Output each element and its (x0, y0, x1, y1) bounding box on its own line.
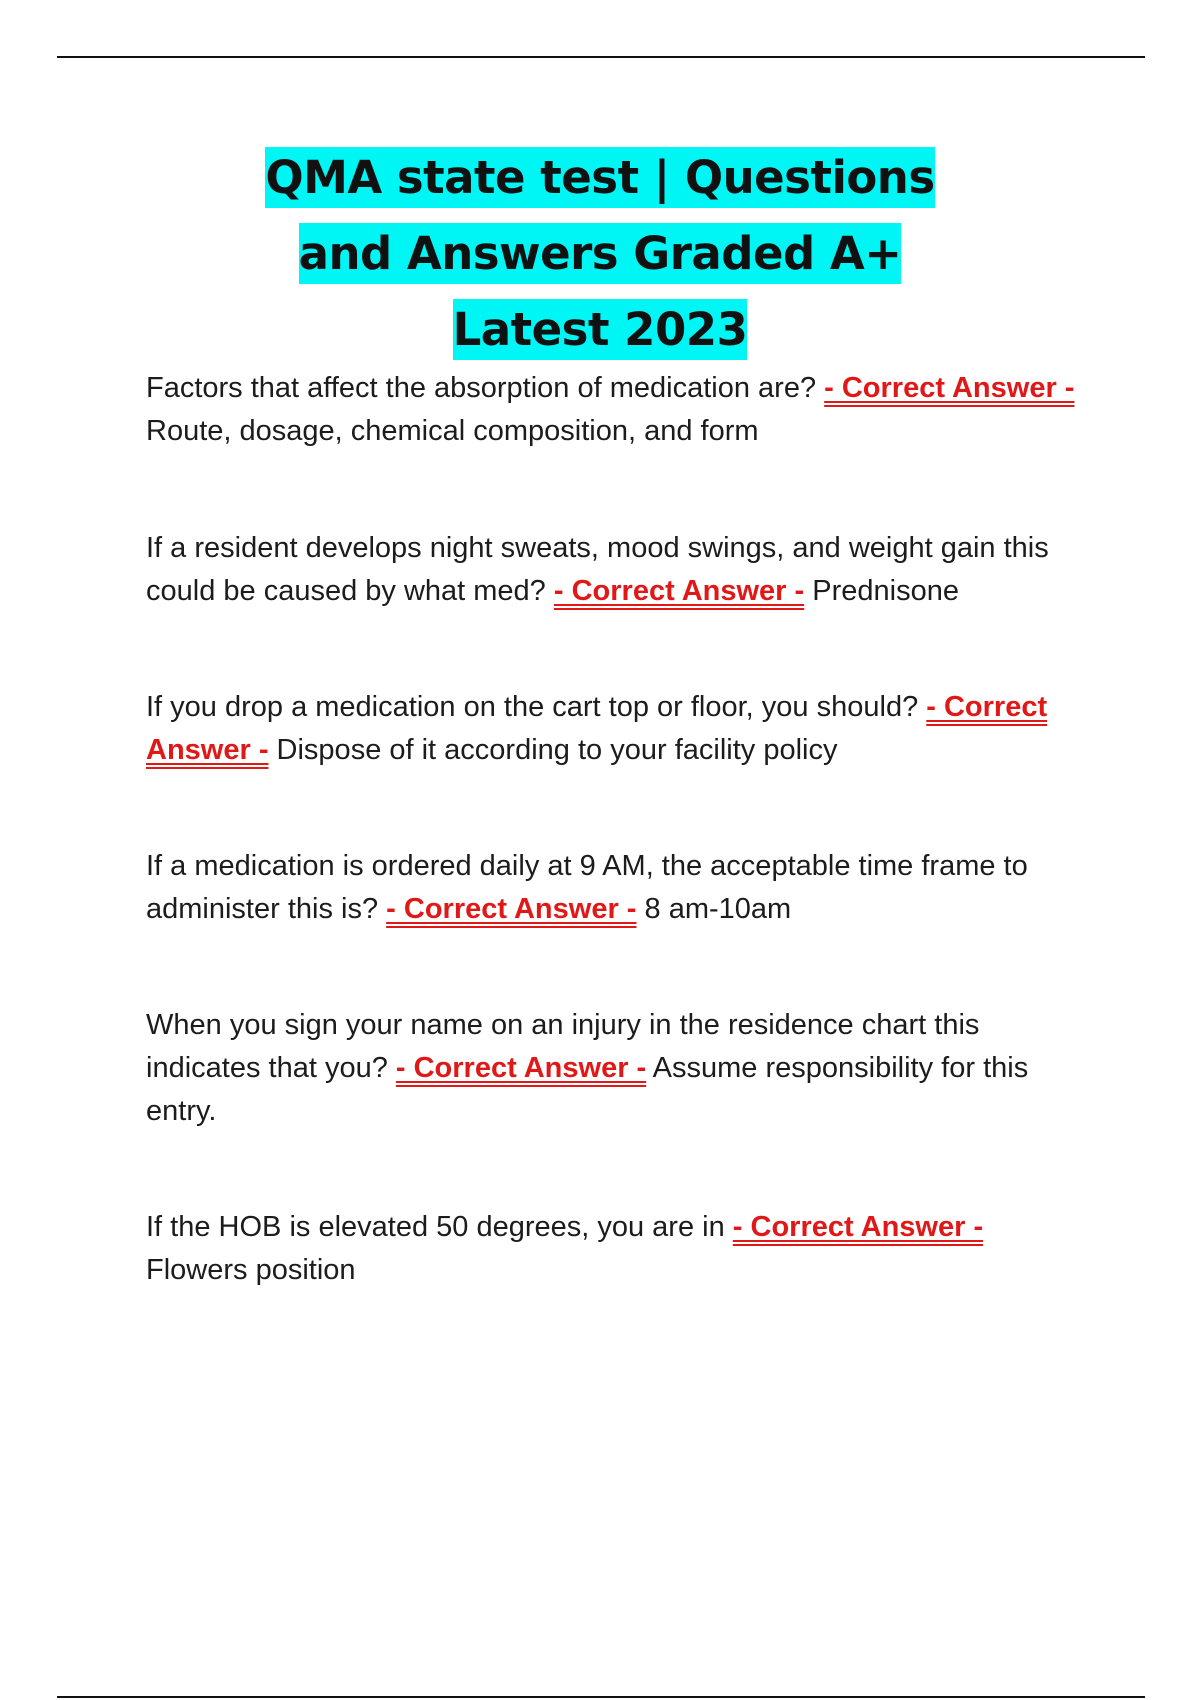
title-area (0, 140, 1200, 368)
answer-text: 8 am-10am (644, 893, 792, 925)
correct-answer-marker: - Correct Answer - (732, 1211, 984, 1243)
question-text: If a resident develops night sweats, mood swings, and weight gain this could be caused by what med? (146, 532, 1049, 607)
answer-text: Route, dosage, chemical composition, and form (146, 415, 759, 447)
correct-answer-marker: - Correct Answer - (146, 691, 1048, 766)
question-text: If you drop a medication on the cart top or floor, you should? (146, 691, 919, 723)
answer-text: Assume responsibility for this entry. (146, 1052, 1029, 1127)
top-divider (57, 56, 1145, 58)
qa-item (146, 686, 1086, 772)
question-text: If the HOB is elevated 50 degrees, you are in (146, 1211, 725, 1243)
answer-text: Dispose of it according to your facility policy (276, 734, 838, 766)
correct-answer-marker: - Correct Answer - (395, 1052, 647, 1084)
question-text: If a medication is ordered daily at 9 AM, the acceptable time frame to administer this is? (146, 850, 1028, 925)
qa-item (146, 1004, 1086, 1133)
correct-answer-marker: - Correct Answer - (386, 893, 637, 925)
qa-item (146, 845, 1086, 931)
qa-list (146, 367, 1086, 1365)
question-text: Factors that affect the absorption of medication are? (146, 372, 817, 404)
answer-text: Prednisone (812, 575, 959, 607)
answer-text: Flowers position (146, 1254, 356, 1286)
bottom-divider (57, 1696, 1145, 1698)
qa-item (146, 527, 1086, 613)
qa-item (146, 367, 1086, 453)
question-text: When you sign your name on an injury in the residence chart this indicates that you? (146, 1009, 980, 1084)
qa-item (146, 1206, 1086, 1292)
document-title: QMA state test | Questions and Answers Graded A+ Latest 2023 (265, 147, 934, 360)
correct-answer-marker: - Correct Answer - (824, 372, 1075, 404)
correct-answer-marker: - Correct Answer - (553, 575, 805, 607)
